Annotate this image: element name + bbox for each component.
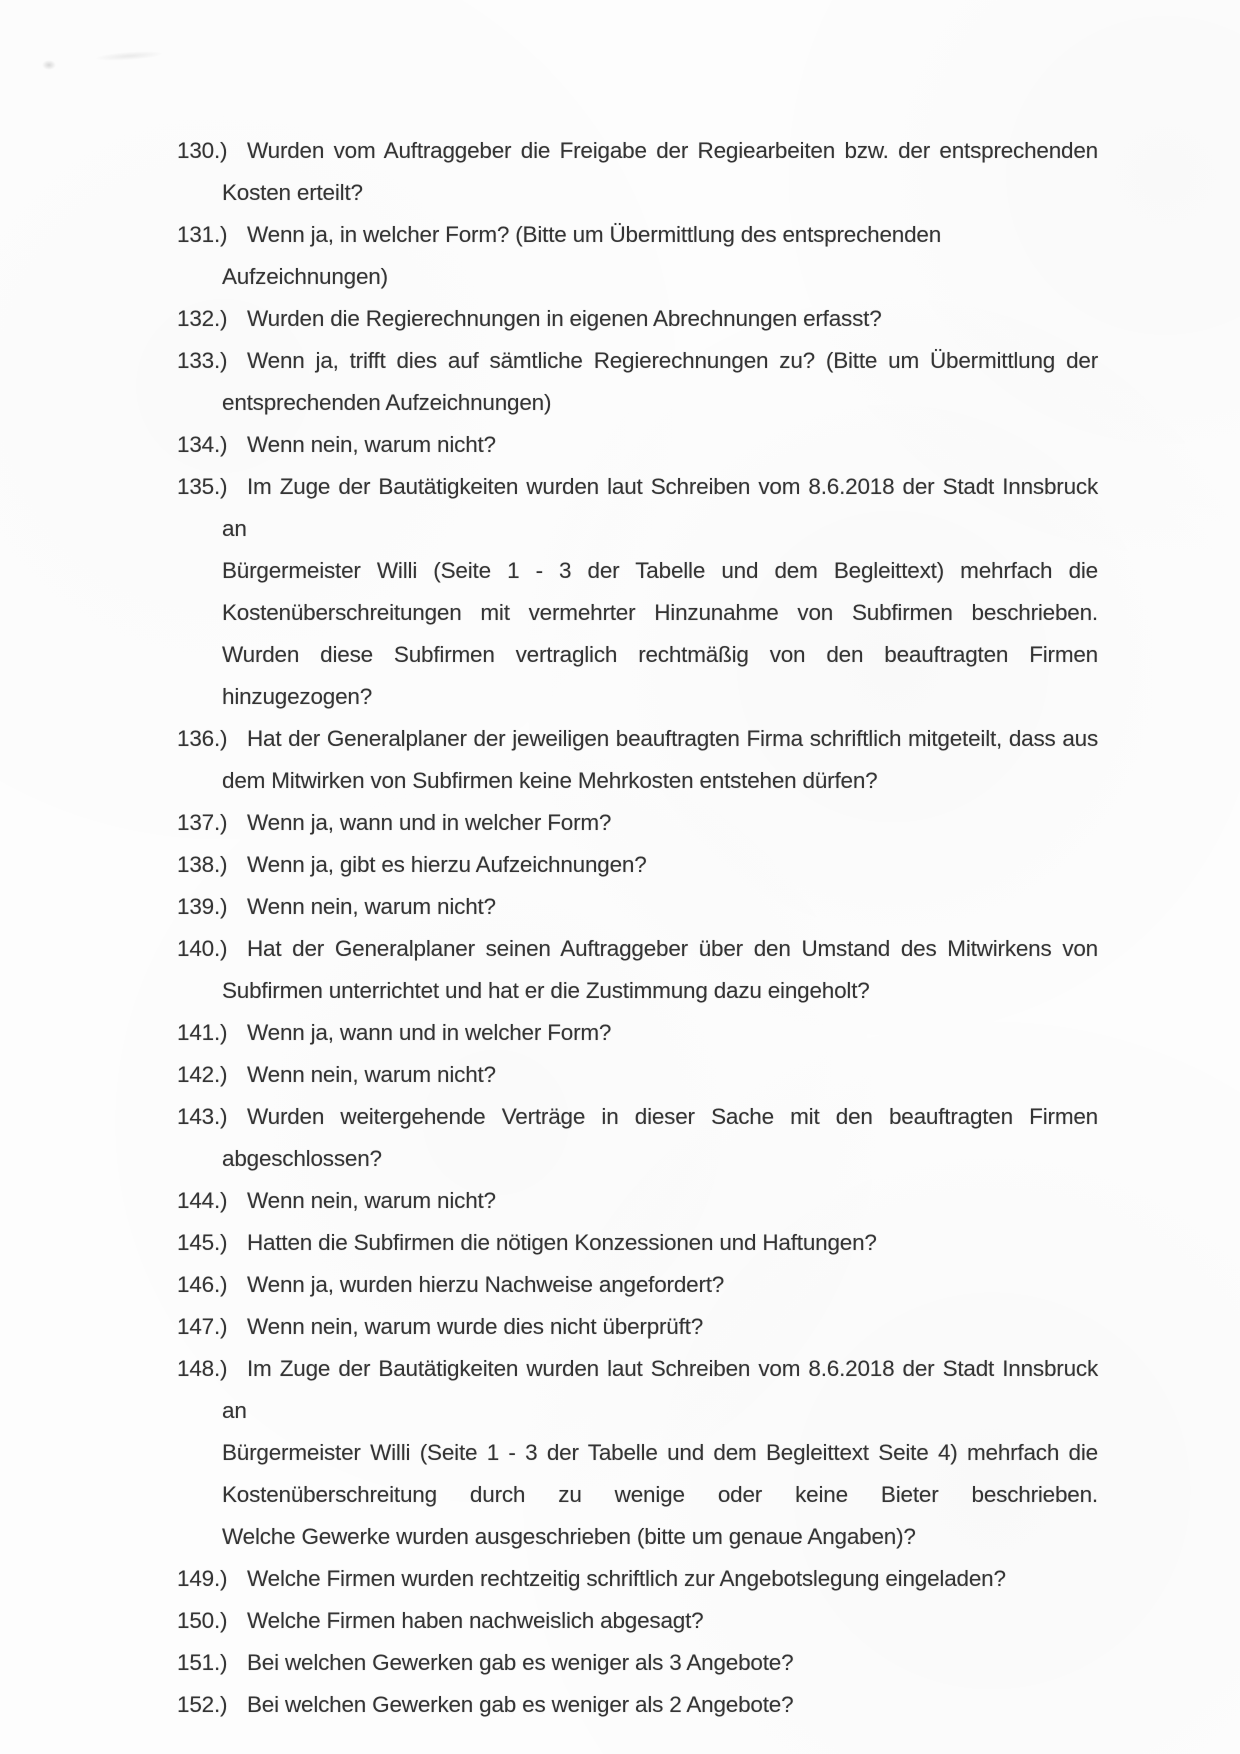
question-number: 137.) bbox=[177, 810, 228, 835]
question-number: 151.) bbox=[177, 1650, 228, 1675]
question-line: Hat der Generalplaner seinen Auftraggeber über den Umstand des Mitwirkens von bbox=[247, 936, 1098, 961]
question-number: 148.) bbox=[177, 1356, 228, 1381]
question-item bbox=[177, 1600, 1098, 1642]
question-number: 130.) bbox=[177, 138, 228, 163]
question-line: Subfirmen unterrichtet und hat er die Zustimmung dazu eingeholt? bbox=[222, 978, 870, 1003]
question-number: 138.) bbox=[177, 852, 228, 877]
question-item bbox=[177, 298, 1098, 340]
question-line: Kosten erteilt? bbox=[222, 180, 363, 205]
scan-smudge-line bbox=[96, 50, 162, 63]
question-line: hinzugezogen? bbox=[222, 684, 373, 709]
question-number: 135.) bbox=[177, 474, 228, 499]
question-item bbox=[177, 928, 1098, 1012]
question-line: Wenn ja, wann und in welcher Form? bbox=[247, 810, 612, 835]
question-item bbox=[177, 718, 1098, 802]
question-line: Wenn nein, warum nicht? bbox=[247, 894, 496, 919]
question-number: 152.) bbox=[177, 1692, 228, 1717]
question-item bbox=[177, 1180, 1098, 1222]
question-line: Welche Firmen wurden rechtzeitig schriftlich zur Angebotslegung eingeladen? bbox=[247, 1566, 1006, 1591]
question-item bbox=[177, 886, 1098, 928]
question-line: Wurden diese Subfirmen vertraglich rechtmäßig von den beauftragten Firmen bbox=[222, 642, 1098, 667]
question-number: 146.) bbox=[177, 1272, 228, 1297]
question-number: 144.) bbox=[177, 1188, 228, 1213]
question-line: Wurden vom Auftraggeber die Freigabe der Regiearbeiten bzw. der entsprechenden bbox=[247, 138, 1098, 163]
question-number: 131.) bbox=[177, 222, 228, 247]
question-number: 141.) bbox=[177, 1020, 228, 1045]
question-item bbox=[177, 466, 1098, 718]
question-item bbox=[177, 802, 1098, 844]
question-line: Bei welchen Gewerken gab es weniger als 2 Angebote? bbox=[247, 1692, 794, 1717]
scan-smudge-dot bbox=[42, 60, 56, 70]
question-list bbox=[177, 130, 1098, 1726]
question-line: abgeschlossen? bbox=[222, 1146, 382, 1171]
question-line: Wenn ja, in welcher Form? (Bitte um Übermittlung des entsprechenden Aufzeichnungen) bbox=[222, 222, 942, 289]
question-number: 136.) bbox=[177, 726, 228, 751]
question-item bbox=[177, 424, 1098, 466]
question-number: 143.) bbox=[177, 1104, 228, 1129]
question-line: Welche Gewerke wurden ausgeschrieben (bitte um genaue Angaben)? bbox=[222, 1524, 916, 1549]
question-number: 139.) bbox=[177, 894, 228, 919]
question-number: 145.) bbox=[177, 1230, 228, 1255]
question-number: 134.) bbox=[177, 432, 228, 457]
question-line: Wenn nein, warum nicht? bbox=[247, 1188, 496, 1213]
question-number: 132.) bbox=[177, 306, 228, 331]
question-item bbox=[177, 1684, 1098, 1726]
question-line: Wenn nein, warum wurde dies nicht überprüft? bbox=[247, 1314, 704, 1339]
question-number: 140.) bbox=[177, 936, 228, 961]
question-line: Bei welchen Gewerken gab es weniger als 3 Angebote? bbox=[247, 1650, 794, 1675]
question-item bbox=[177, 1222, 1098, 1264]
question-line: Wenn nein, warum nicht? bbox=[247, 1062, 496, 1087]
question-item bbox=[177, 1348, 1098, 1558]
question-item bbox=[177, 1264, 1098, 1306]
question-item bbox=[177, 340, 1098, 424]
question-item bbox=[177, 1642, 1098, 1684]
question-line: Wenn ja, gibt es hierzu Aufzeichnungen? bbox=[247, 852, 647, 877]
question-item bbox=[177, 1558, 1098, 1600]
question-item bbox=[177, 1054, 1098, 1096]
question-line: Kostenüberschreitung durch zu wenige oder keine Bieter beschrieben. bbox=[222, 1482, 1098, 1507]
question-line: Wenn ja, wann und in welcher Form? bbox=[247, 1020, 612, 1045]
question-line: Kostenüberschreitungen mit vermehrter Hinzunahme von Subfirmen beschrieben. bbox=[222, 600, 1098, 625]
question-item bbox=[177, 214, 1098, 298]
question-number: 149.) bbox=[177, 1566, 228, 1591]
question-line: Wurden die Regierechnungen in eigenen Abrechnungen erfasst? bbox=[247, 306, 882, 331]
question-line: Wenn nein, warum nicht? bbox=[247, 432, 496, 457]
question-line: Bürgermeister Willi (Seite 1 - 3 der Tabelle und dem Begleittext) mehrfach die bbox=[222, 558, 1098, 583]
question-line: Welche Firmen haben nachweislich abgesagt? bbox=[247, 1608, 704, 1633]
question-line: Hatten die Subfirmen die nötigen Konzessionen und Haftungen? bbox=[247, 1230, 877, 1255]
question-line: Wenn ja, wurden hierzu Nachweise angefordert? bbox=[247, 1272, 725, 1297]
question-line: Im Zuge der Bautätigkeiten wurden laut Schreiben vom 8.6.2018 der Stadt Innsbruck an bbox=[222, 474, 1098, 541]
question-number: 142.) bbox=[177, 1062, 228, 1087]
question-item bbox=[177, 844, 1098, 886]
question-line: Im Zuge der Bautätigkeiten wurden laut Schreiben vom 8.6.2018 der Stadt Innsbruck an bbox=[222, 1356, 1098, 1423]
question-number: 147.) bbox=[177, 1314, 228, 1339]
question-line: Wenn ja, trifft dies auf sämtliche Regierechnungen zu? (Bitte um Übermittlung der bbox=[247, 348, 1098, 373]
question-line: Bürgermeister Willi (Seite 1 - 3 der Tabelle und dem Begleittext Seite 4) mehrfach die bbox=[222, 1440, 1098, 1465]
question-item bbox=[177, 1012, 1098, 1054]
question-line: dem Mitwirken von Subfirmen keine Mehrkosten entstehen dürfen? bbox=[222, 768, 878, 793]
question-line: Wurden weitergehende Verträge in dieser Sache mit den beauftragten Firmen bbox=[247, 1104, 1098, 1129]
question-item bbox=[177, 130, 1098, 214]
question-line: entsprechenden Aufzeichnungen) bbox=[222, 390, 552, 415]
question-number: 150.) bbox=[177, 1608, 228, 1633]
question-number: 133.) bbox=[177, 348, 228, 373]
question-line: Hat der Generalplaner der jeweiligen beauftragten Firma schriftlich mitgeteilt, dass aus bbox=[247, 726, 1098, 751]
question-item bbox=[177, 1096, 1098, 1180]
question-item bbox=[177, 1306, 1098, 1348]
